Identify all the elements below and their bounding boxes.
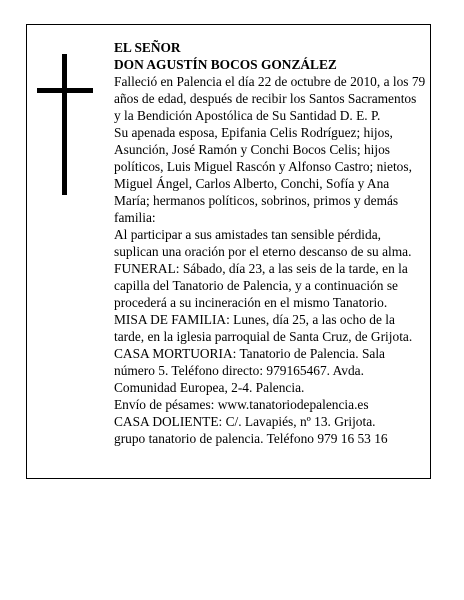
family-list: Su apenada esposa, Epifania Celis Rodríguez; hijos, Asunción, José Ramón y Conchi Bocos Celis; hijos políticos, Luis Miguel Rascón y Alfonso Castro; nietos, Miguel Ángel, Carlos Alberto, Conchi, Sofía y Ana María; hermanos políticos, sobrinos, primos y demás familia: [114, 125, 412, 225]
prayer-request: Al participar a sus amistades tan sensible pérdida, suplican una oración por el eterno descanso de su alma. [114, 227, 412, 259]
death-announcement: Falleció en Palencia el día 22 de octubre de 2010, a los 79 años de edad, después de recibir los Santos Sacramentos y la Bendición Apostólica de Su Santidad D. E. P. [114, 74, 426, 123]
obituary-text [114, 39, 426, 447]
funeral-home-details: CASA MORTUORIA: Tanatorio de Palencia. Sala número 5. Teléfono directo: 979165467. Avda. Comunidad Europea, 2-4. Palencia. [114, 346, 385, 395]
family-mass-details: MISA DE FAMILIA: Lunes, día 25, a las ocho de la tarde, en la iglesia parroquial de Santa Cruz, de Grijota. [114, 312, 413, 344]
mourning-house-address: CASA DOLIENTE: C/. Lavapiés, nº 13. Grijota. [114, 414, 376, 429]
funeral-group-phone: grupo tanatorio de palencia. Teléfono 979 16 53 16 [114, 431, 388, 446]
cross-horizontal-bar [37, 88, 93, 93]
funeral-details: FUNERAL: Sábado, día 23, a las seis de la tarde, en la capilla del Tanatorio de Palencia, y a continuación se procederá a su incineración en el mismo Tanatorio. [114, 261, 408, 310]
obituary-notice [26, 24, 431, 479]
latin-cross-icon [37, 54, 93, 195]
deceased-name: DON AGUSTÍN BOCOS GONZÁLEZ [114, 57, 337, 72]
cross-vertical-bar [62, 54, 67, 195]
heading-title: EL SEÑOR [114, 40, 181, 55]
condolences-website: Envío de pésames: www.tanatoriodepalencia.es [114, 397, 369, 412]
